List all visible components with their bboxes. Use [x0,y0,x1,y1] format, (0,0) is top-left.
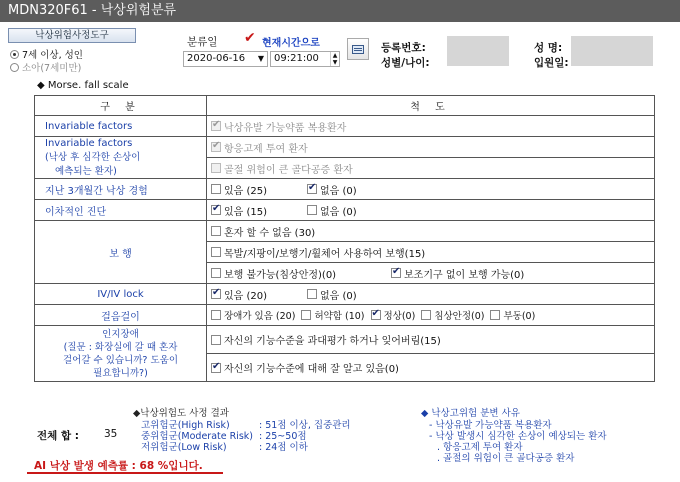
high-risk-reason: . 항응고제 투여 환자 [437,442,523,453]
current-time-button[interactable]: 현재시간으로 [262,38,320,49]
option-label: 정상(0) [383,311,416,322]
checkbox[interactable] [211,163,221,173]
checkbox[interactable] [211,121,221,131]
table-row [35,326,655,354]
risk-high-label: 고위험군(High Risk) [141,420,230,431]
row-label-line: Invariable factors [45,138,133,149]
option-label: 보행 불가능(침상안정)(0) [224,269,337,281]
admit-date-label: 입원일: [534,57,569,69]
col-category-header: 구 분 [35,96,207,116]
row-options [207,158,655,179]
monitor-icon [352,45,364,54]
row-label: 걸음걸이 [35,305,207,326]
checkbox[interactable] [211,335,221,345]
checkbox[interactable] [211,142,221,152]
table-row [35,305,655,326]
radio-child-label: 소아(7세미만) [22,63,82,74]
radio-adult-indicator[interactable] [10,50,19,59]
row-options [207,200,655,221]
row-options [207,354,655,382]
class-date-label: 분류일 [187,36,218,48]
row-options [207,284,655,305]
option-label: 침상안정(0) [434,311,485,322]
checkbox[interactable] [301,310,311,320]
patient-id-field [447,36,509,66]
radio-adult[interactable] [10,47,83,61]
row-label: 보 행 [35,221,207,284]
ai-prediction-underline [27,472,223,474]
option-item[interactable] [307,287,357,302]
option-item[interactable] [211,182,297,197]
row-options [207,326,655,354]
table-row [35,179,655,200]
radio-child-indicator[interactable] [10,63,19,72]
table-row [35,221,655,242]
option-item[interactable] [371,308,416,322]
row-label: 지난 3개월간 낙상 경험 [35,179,207,200]
option-label: 없음 (0) [320,206,357,218]
patient-header [0,22,680,72]
patient-no-label: 등록번호: [381,42,426,54]
checkbox[interactable] [211,184,221,194]
col-scale-header: 척 도 [207,96,655,116]
row-label-line: (낙상 후 심각한 손상이 [45,152,141,163]
option-label: 장애가 있음 (20) [224,311,296,322]
option-label: 낙상유발 가능약품 복용환자 [224,122,347,134]
row-label-line: 걸어갈 수 있습니까? 도움이 [62,354,179,366]
radio-adult-label: 7세 이상, 성인 [22,50,83,61]
option-item[interactable] [211,203,297,218]
option-item[interactable] [211,161,353,176]
checkbox[interactable] [211,205,221,215]
checkbox[interactable] [307,184,317,194]
option-item[interactable] [211,360,399,375]
option-item[interactable] [211,140,308,155]
row-label: Invariable factors [35,116,207,137]
chevron-down-icon[interactable]: ▼ [257,54,264,63]
total-label: 전체 합 : [37,430,79,442]
option-item[interactable] [211,266,381,281]
sex-age-label: 성별/나이: [381,57,430,69]
option-label: 있음 (20) [224,290,268,302]
window-title: MDN320F61 - 낙상위험분류 [0,0,680,22]
row-options [207,179,655,200]
risk-low-value: : 24점 이하 [259,442,308,453]
morse-scale-table [34,95,655,382]
option-item[interactable] [211,245,425,260]
option-label: 허약함 (10) [314,311,365,322]
option-label: 없음 (0) [320,290,357,302]
row-options [207,305,655,326]
time-field[interactable] [270,51,340,67]
patient-name-field [571,36,653,66]
checkbox[interactable] [211,310,221,320]
row-label-line: 예측되는 환자) [55,166,117,177]
risk-result-title: ◆낙상위험도 사정 결과 [133,408,229,419]
option-item[interactable] [421,308,484,322]
row-label-line: 인지장애 [102,328,139,340]
checkbox[interactable] [421,310,431,320]
option-label: 골절 위험이 큰 골다공증 환자 [224,164,353,176]
date-value: 2020-06-16 [187,53,246,64]
row-options [207,116,655,137]
checkbox[interactable] [211,289,221,299]
checkbox[interactable] [211,247,221,257]
checkbox[interactable] [307,205,317,215]
table-row [35,284,655,305]
high-risk-reason: - 낙상 발생시 심각한 손상이 예상되는 환자 [429,431,607,442]
option-label: 자신의 기능수준을 과대평가 하거나 잊어버림(15) [224,336,441,347]
high-risk-reason: - 낙상유발 가능약품 복용환자 [429,420,552,431]
option-item[interactable] [307,182,357,197]
option-label: 자신의 기능수준에 대해 잘 알고 있음(0) [224,364,399,375]
option-label: 목발/지팡이/보행기/휠체어 사용하여 보행(15) [224,248,426,260]
name-label: 성 명: [534,42,563,54]
option-item[interactable] [211,224,315,239]
table-row [35,116,655,137]
checkbox[interactable] [211,268,221,278]
row-label: 이차적인 진단 [35,200,207,221]
risk-low-row [141,439,308,453]
monitor-button[interactable] [347,38,369,60]
option-label: 없음 (0) [320,185,357,197]
option-item[interactable] [211,119,346,134]
option-label: 보조기구 없이 보행 가능(0) [404,269,525,281]
radio-child[interactable] [10,60,81,74]
checkbox[interactable] [211,226,221,236]
row-options [207,263,655,284]
option-item[interactable] [211,332,441,347]
row-label-line: 필요합니까?) [93,367,148,379]
risk-mod-value: : 25~50점 [259,431,307,442]
date-picker[interactable] [183,51,268,67]
high-risk-reason-title: ◆ 낙상고위험 분변 사유 [421,408,520,419]
option-label: 있음 (15) [224,206,268,218]
risk-mod-label: 중위험군(Moderate Risk) [141,431,254,442]
scale-title: ◆ Morse. fall scale [37,80,129,91]
checkbox[interactable] [490,310,500,320]
row-label [35,326,207,382]
high-risk-reason: . 골절의 위험이 큰 골다공증 환자 [437,453,575,464]
time-value: 09:21:00 [274,53,319,64]
checkmark-icon: ✔ [244,30,256,46]
ai-prediction-text: AI 낙상 발생 예측률 : 68 %입니다. [34,460,203,472]
row-options [207,221,655,242]
row-options [207,137,655,158]
risk-low-label: 저위험군(Low Risk) [141,442,227,453]
option-item[interactable] [301,308,364,322]
table-row [35,200,655,221]
option-item[interactable] [490,308,535,322]
option-label: 있음 (25) [224,185,268,197]
checkbox[interactable] [371,310,381,320]
option-label: 혼자 할 수 없음 (30) [224,227,316,239]
risk-high-value: : 51점 이상, 집중관리 [259,420,351,431]
total-value: 35 [104,428,118,440]
row-label [35,137,207,179]
table-row [35,137,655,158]
row-label-line: (질문 : 화장실에 갈 때 혼자 [63,341,178,353]
option-label: 부동(0) [503,311,536,322]
assessment-tool-group [8,26,136,74]
option-item[interactable] [391,266,524,281]
option-item[interactable] [211,287,297,302]
checkbox[interactable] [391,268,401,278]
row-options [207,242,655,263]
time-spinner-icon[interactable]: ▲ ▼ [330,52,339,66]
checkbox[interactable] [211,363,221,373]
checkbox[interactable] [307,289,317,299]
assessment-tool-label: 낙상위험사정도구 [8,28,136,43]
option-label: 항응고제 투여 환자 [224,143,308,155]
row-label: IV/IV lock [35,284,207,305]
option-item[interactable] [307,203,357,218]
option-item[interactable] [211,308,295,322]
